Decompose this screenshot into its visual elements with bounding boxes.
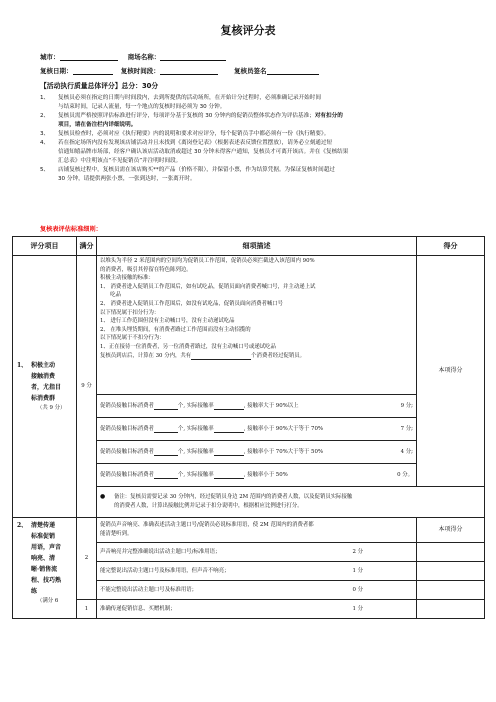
table-row [13, 600, 485, 619]
tier-score: 4 分; [400, 448, 413, 455]
rule-number: 4、 [40, 140, 50, 146]
meta-row-1 [40, 52, 226, 61]
tier-blank[interactable] [154, 426, 178, 433]
rule-text: 复核员需严格按照评估标准进行评分，每项评分基于复核的 30 分钟内的促销员整体状态作为评估基准； [58, 113, 315, 119]
item-cell [13, 518, 77, 619]
tier-score: 9 分; [400, 402, 413, 409]
item-score-note: （满分 6 [37, 598, 59, 604]
desc-cell [97, 518, 417, 543]
note-line: 备注：复核员需要记录 30 分钟内，经过促销员身边 2M 范围内的消费者人数，以及促销员实际接触 [114, 494, 353, 501]
review-date-label: 复核日期： [40, 67, 73, 75]
score-input-cell[interactable] [417, 543, 485, 562]
tier-row [97, 464, 417, 487]
sub-line-score: 1 分 [352, 605, 363, 612]
rule-text: 项目，请在备注栏内详细说明。 [58, 122, 137, 128]
city-label: 城市： [40, 53, 60, 61]
count-text: 个消费者经过促销员。 [251, 352, 306, 359]
reviewer-sign-label: 复核员签名 [234, 67, 267, 75]
desc-line: 积极主动接触的标准： [100, 275, 154, 282]
desc-line: 以堆头为半径 2 米范围内的空间均为促销员工作范围，促销员必须拦截进入该范围内 90% [100, 258, 315, 264]
scoring-table [12, 236, 485, 619]
item-label: 清楚传递 [31, 522, 56, 529]
tier-text: 促销员接触目标消费者 [100, 448, 154, 455]
tier-text: , 接触率小于 90%大于等于 70% [243, 425, 324, 432]
rule-number: 2、 [40, 113, 50, 119]
item-score-note: （共 9 分） [37, 405, 66, 412]
tier-text: , 接触率大于 90%以上 [243, 402, 299, 409]
tier-row [97, 395, 417, 418]
rule-text: 与结束时间，记录人流量，每一个地点的复核时间必须为 30 分钟。 [58, 104, 226, 110]
rule-3 [40, 130, 472, 139]
note-cell [97, 487, 485, 518]
item-number: 1、 [17, 362, 28, 370]
header-item: 评分项目 [13, 237, 77, 256]
review-time-label: 复核时间段： [120, 67, 160, 75]
reviewer-sign-field[interactable] [267, 67, 319, 75]
rule-text: 复核员必须在指定的日期与时间段内，去到所提供的活动场所，在开始计分过程时，必须准确记录开始时间 [58, 95, 321, 101]
sub-line [97, 600, 417, 619]
item-label: 标准促销 [31, 533, 56, 540]
tier-text: 个, 实际接触率 [177, 448, 214, 455]
desc-line: 2、 在堆头埋货期间，有消费者路过工作范围而没有主动招揽的 [100, 326, 251, 333]
rule-text: 30 分钟，请提供两张小票，一张到达时，一张离开时。 [58, 176, 196, 182]
tier-blank[interactable] [154, 449, 178, 456]
sub-line-text: 准确传递促销信息、买赠机制； [100, 605, 176, 612]
header-score: 得分 [417, 237, 485, 256]
sub-line [97, 543, 417, 562]
rule-4 [40, 139, 472, 166]
item-score-cell: 本项得分 [417, 518, 485, 543]
sub-line-text: 声音响亮并完整准确说出活动主题口号/标准用语； [100, 548, 221, 555]
rule-text: 若在指定场所内没有发现该店铺活动并且未找到《离岗登记表》（根据表述表反馈位置摆放），请务必立刻通过短 [58, 140, 333, 146]
rule-2 [40, 112, 472, 130]
header-desc: 细项描述 [97, 237, 417, 256]
rule-emphasis: 对有扣分的 [314, 113, 343, 119]
desc-line: 1、 消费者进入促销员工作范围后，如有试吃品，促销员面向消费者喊口号，并主动递上试 [100, 283, 316, 290]
tier-text: 促销员接触目标消费者 [100, 402, 154, 409]
desc-line: 以下情况属于扣分行为： [100, 309, 160, 316]
item-label: 用语，声音 [31, 544, 62, 551]
sub-line-score: 1 分 [352, 567, 363, 574]
rule-1 [40, 94, 472, 112]
tier-text: 促销员接触目标消费者 [100, 425, 154, 432]
sub-line-text: 不能完整说出活动主题口号及标准用语； [100, 586, 198, 593]
tier-text: 促销员接触目标消费者 [100, 471, 154, 478]
rule-text: 信通知嬉品牌市场部，经客户确认该店活动取消或超过 30 分钟未得客户通知，复核员才可离开该店。并在《复核结果 [58, 149, 349, 155]
sub-line-text: 能完整说出活动主题口号及标准用语，但声音不响亮； [100, 567, 230, 574]
rules-list [40, 94, 472, 184]
review-date-field[interactable] [73, 67, 113, 75]
tier-text: , 接触率小于 50% [243, 471, 288, 478]
detail-heading: 复核表评估标准细则： [40, 226, 102, 233]
desc-line: 2、 消费者进入促销员工作范围后，如没有试吃品，促销员面向消费者喊口号 [100, 300, 284, 307]
rule-text: 汇总表》中注明该点“不见促销员”并注明时间段。 [58, 158, 182, 164]
item-label: 积极主动 [31, 362, 56, 370]
sub-line-score: 0 分 [352, 586, 363, 593]
item-score-cell: 本项得分 [417, 256, 485, 487]
rule-number: 3、 [40, 131, 50, 137]
item-label: 者，尤指目 [31, 384, 62, 392]
tier-score: 7 分; [400, 425, 413, 432]
item-label: 程、技巧熟 [31, 577, 62, 584]
tier-text: , 接触率小于 70%大于等于 50% [243, 448, 324, 455]
score-input-cell[interactable] [417, 581, 485, 600]
store-field[interactable] [160, 53, 226, 61]
desc-line: 1、 进行工作范围但没有主动喊口号，没有主动递试吃品 [100, 318, 235, 325]
tier-blank[interactable] [214, 426, 244, 433]
page-title: 复核评分表 [220, 24, 276, 37]
meta-row-2 [40, 66, 319, 75]
desc-line: 以下情况属于不扣分行为： [100, 335, 165, 342]
count-blank[interactable] [191, 353, 251, 360]
rule-text: 店铺复核过程中，复核员需在该店购买**的产品（价格不限），并保留小票，作为结算凭据。为保证复核时间超过 [58, 167, 335, 173]
note-line: 的消费者人数，计算出接触比例并记录于扣分说明中，根据相应比例进行打分。 [114, 503, 303, 509]
full-score-cell: 1 [77, 600, 97, 619]
section-heading: 【活动执行质量总体评分】总分：30分 [40, 82, 159, 90]
item-label: 接触消费 [31, 373, 56, 381]
full-score-cell: 2 [77, 518, 97, 600]
count-line [100, 352, 413, 361]
tier-text: 个, 实际接触率 [177, 402, 214, 409]
count-text: 复核员到店后，计算在 30 分内，共有 [100, 352, 192, 359]
sub-line [97, 562, 417, 581]
desc-line: 促销员声音响亮、准确表述活动主题口号/促销员必说标准用语，使 2M 范围内的消费者都 [100, 522, 314, 529]
tier-row [97, 441, 417, 464]
item-cell [13, 256, 77, 518]
item-label: 晰·销售流 [31, 566, 58, 573]
item-label: 响亮、清 [31, 555, 56, 562]
header-full: 满分 [77, 237, 97, 256]
rule-number: 5、 [40, 167, 50, 173]
sub-line-score: 2 分 [352, 548, 363, 555]
tier-blank[interactable] [154, 403, 178, 410]
tier-text: 个, 实际接触率 [177, 471, 214, 478]
score-input-cell[interactable] [417, 562, 485, 581]
item-label: 练 [31, 588, 38, 595]
rule-5 [40, 166, 472, 184]
score-input-cell[interactable] [417, 600, 485, 619]
tier-score: 0 分。 [397, 471, 413, 478]
item-number: 2、 [17, 522, 28, 529]
store-label: 商场名称： [127, 53, 161, 61]
tier-blank[interactable] [214, 449, 244, 456]
bullet-icon: ● [100, 493, 106, 501]
item-label: 标消费群 [31, 395, 56, 403]
tier-blank[interactable] [214, 403, 244, 410]
city-field[interactable] [60, 53, 118, 61]
sub-line [97, 581, 417, 600]
rule-text: 复核员检查时，必须对应《执行精要》内的说明和要求对应评分，每个促销员手中都必须有一份《执行精要》。 [58, 131, 330, 137]
desc-cell [97, 256, 417, 395]
desc-line: 吃品 [100, 292, 122, 299]
table-header-row [13, 237, 485, 256]
tier-blank[interactable] [214, 472, 244, 479]
tier-blank[interactable] [154, 472, 178, 479]
rule-number: 1、 [40, 95, 50, 101]
table-row [13, 256, 485, 395]
review-time-field[interactable] [160, 67, 218, 75]
desc-line: 1、正在接待一位消费者，另一位消费者路过，没有主动喊口号或递试吃品 [100, 343, 276, 350]
tier-text: 个, 实际接触率 [177, 425, 214, 432]
desc-line: 的消费者，吸引其停留在特色陈列边。 [100, 266, 192, 273]
table-row [13, 518, 485, 543]
full-score-cell: 9 分 [77, 256, 97, 518]
tier-row [97, 418, 417, 441]
desc-line: 能清楚听到。 [100, 531, 133, 537]
